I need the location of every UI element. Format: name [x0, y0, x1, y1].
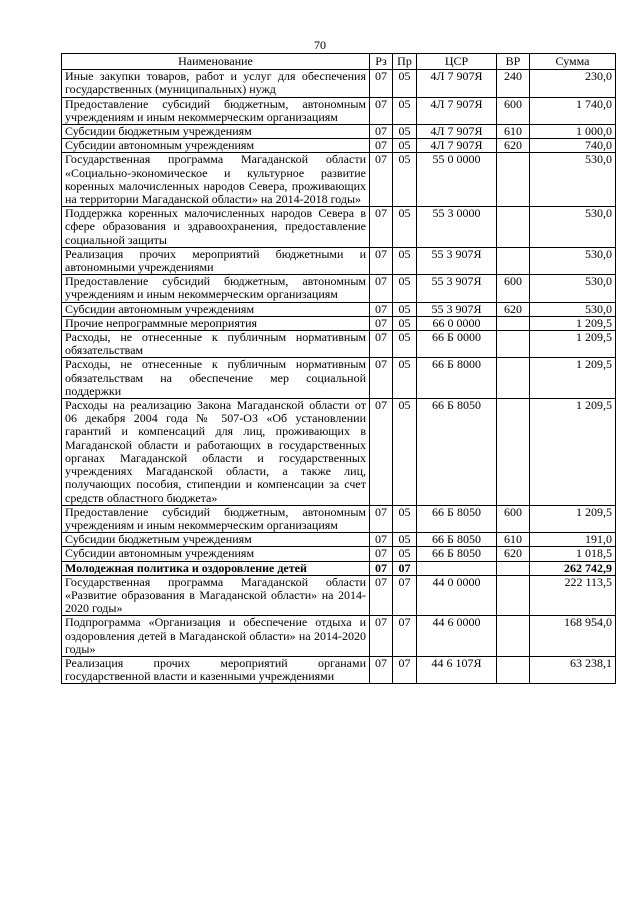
cell-name: Субсидии автономным учреждениям	[62, 139, 370, 153]
cell-csr: 55 3 907Я	[417, 302, 497, 316]
table-row	[62, 656, 616, 683]
cell-vr: 600	[497, 275, 530, 302]
cell-csr: 55 0 0000	[417, 153, 497, 207]
header-name: Наименование	[62, 54, 370, 70]
cell-pr: 07	[393, 561, 417, 575]
cell-pr: 05	[393, 247, 417, 274]
cell-name: Расходы, не отнесенные к публичным нормативным обязательствам на обеспечение мер социальной поддержки	[62, 358, 370, 399]
cell-vr: 610	[497, 533, 530, 547]
cell-sum: 262 742,9	[530, 561, 616, 575]
cell-vr	[497, 247, 530, 274]
cell-csr: 4Л 7 907Я	[417, 70, 497, 97]
table-row	[62, 399, 616, 506]
cell-name: Субсидии автономным учреждениям	[62, 547, 370, 561]
cell-vr	[497, 153, 530, 207]
cell-pr: 07	[393, 616, 417, 657]
cell-sum: 222 113,5	[530, 575, 616, 616]
table-row	[62, 575, 616, 616]
cell-pr: 05	[393, 207, 417, 248]
table-row	[62, 547, 616, 561]
cell-csr: 66 0 0000	[417, 316, 497, 330]
cell-csr	[417, 561, 497, 575]
cell-name: Предоставление субсидий бюджетным, автономным учреждениям и иным некоммерческим организациям	[62, 505, 370, 532]
cell-rz: 07	[370, 125, 393, 139]
cell-csr: 4Л 7 907Я	[417, 139, 497, 153]
cell-vr	[497, 331, 530, 358]
cell-vr	[497, 207, 530, 248]
cell-vr	[497, 561, 530, 575]
cell-name: Расходы на реализацию Закона Магаданской области от 06 декабря 2004 года № 507-ОЗ «Об установлении гарантий и компенсаций для лиц, проживающих в Магаданской области и работающих в государственных органах Магаданской области и государственных учреждениях Магаданской области, а также лиц, получающих пособия, стипендии и компенсации за счет средств областного бюджета»	[62, 399, 370, 506]
table-row	[62, 331, 616, 358]
table-row	[62, 153, 616, 207]
cell-sum: 740,0	[530, 139, 616, 153]
cell-name: Государственная программа Магаданской области «Развитие образования в Магаданской области» на 2014-2020 годы»	[62, 575, 370, 616]
cell-rz: 07	[370, 207, 393, 248]
cell-pr: 05	[393, 97, 417, 124]
table-row	[62, 139, 616, 153]
cell-pr: 05	[393, 302, 417, 316]
cell-rz: 07	[370, 399, 393, 506]
cell-rz: 07	[370, 97, 393, 124]
cell-csr: 44 6 0000	[417, 616, 497, 657]
cell-csr: 4Л 7 907Я	[417, 125, 497, 139]
cell-pr: 05	[393, 316, 417, 330]
cell-vr: 620	[497, 139, 530, 153]
table-row	[62, 70, 616, 97]
cell-vr	[497, 399, 530, 506]
cell-rz: 07	[370, 139, 393, 153]
cell-name: Субсидии автономным учреждениям	[62, 302, 370, 316]
cell-sum: 230,0	[530, 70, 616, 97]
table-row	[62, 302, 616, 316]
cell-csr: 4Л 7 907Я	[417, 97, 497, 124]
table-row	[62, 207, 616, 248]
cell-csr: 55 3 0000	[417, 207, 497, 248]
cell-vr	[497, 358, 530, 399]
cell-sum: 168 954,0	[530, 616, 616, 657]
cell-rz: 07	[370, 656, 393, 683]
cell-csr: 66 Б 0000	[417, 331, 497, 358]
cell-pr: 05	[393, 139, 417, 153]
table-row	[62, 616, 616, 657]
cell-pr: 05	[393, 153, 417, 207]
header-sum: Сумма	[530, 54, 616, 70]
cell-name: Предоставление субсидий бюджетным, автономным учреждениям и иным некоммерческим организациям	[62, 275, 370, 302]
cell-sum: 530,0	[530, 302, 616, 316]
cell-csr: 44 6 107Я	[417, 656, 497, 683]
header-rz: Рз	[370, 54, 393, 70]
cell-pr: 07	[393, 575, 417, 616]
cell-name: Предоставление субсидий бюджетным, автономным учреждениям и иным некоммерческим организациям	[62, 97, 370, 124]
cell-pr: 05	[393, 533, 417, 547]
cell-name: Молодежная политика и оздоровление детей	[62, 561, 370, 575]
cell-rz: 07	[370, 533, 393, 547]
cell-sum: 63 238,1	[530, 656, 616, 683]
cell-vr	[497, 656, 530, 683]
cell-pr: 05	[393, 70, 417, 97]
cell-name: Иные закупки товаров, работ и услуг для обеспечения государственных (муниципальных) нужд	[62, 70, 370, 97]
cell-name: Субсидии бюджетным учреждениям	[62, 125, 370, 139]
cell-vr	[497, 575, 530, 616]
cell-name: Подпрограмма «Организация и обеспечение отдыха и оздоровления детей в Магаданской области» на 2014-2020 годы»	[62, 616, 370, 657]
cell-sum: 1 209,5	[530, 358, 616, 399]
table-row	[62, 561, 616, 575]
cell-pr: 05	[393, 275, 417, 302]
cell-rz: 07	[370, 153, 393, 207]
cell-pr: 05	[393, 399, 417, 506]
cell-sum: 530,0	[530, 207, 616, 248]
cell-vr	[497, 316, 530, 330]
cell-rz: 07	[370, 358, 393, 399]
cell-vr: 600	[497, 505, 530, 532]
cell-rz: 07	[370, 575, 393, 616]
table-row	[62, 247, 616, 274]
cell-csr: 55 3 907Я	[417, 275, 497, 302]
cell-name: Расходы, не отнесенные к публичным нормативным обязательствам	[62, 331, 370, 358]
table-row	[62, 505, 616, 532]
cell-csr: 66 Б 8050	[417, 533, 497, 547]
cell-csr: 66 Б 8050	[417, 399, 497, 506]
table-header-row	[62, 54, 616, 70]
cell-csr: 66 Б 8050	[417, 547, 497, 561]
cell-sum: 530,0	[530, 275, 616, 302]
cell-rz: 07	[370, 331, 393, 358]
cell-pr: 05	[393, 331, 417, 358]
cell-rz: 07	[370, 547, 393, 561]
cell-sum: 530,0	[530, 153, 616, 207]
cell-sum: 191,0	[530, 533, 616, 547]
header-vr: ВР	[497, 54, 530, 70]
table-row	[62, 358, 616, 399]
cell-sum: 1 740,0	[530, 97, 616, 124]
cell-name: Поддержка коренных малочисленных народов Севера в сфере образования и здравоохранения, предоставление социальной защиты	[62, 207, 370, 248]
cell-vr: 240	[497, 70, 530, 97]
cell-rz: 07	[370, 616, 393, 657]
cell-sum: 1 209,5	[530, 331, 616, 358]
table-row	[62, 533, 616, 547]
cell-rz: 07	[370, 316, 393, 330]
cell-csr: 55 3 907Я	[417, 247, 497, 274]
cell-vr	[497, 616, 530, 657]
cell-vr: 600	[497, 97, 530, 124]
cell-csr: 66 Б 8050	[417, 505, 497, 532]
cell-sum: 1 209,5	[530, 505, 616, 532]
cell-vr: 620	[497, 547, 530, 561]
cell-rz: 07	[370, 70, 393, 97]
cell-name: Субсидии бюджетным учреждениям	[62, 533, 370, 547]
cell-sum: 1 209,5	[530, 316, 616, 330]
header-pr: Пр	[393, 54, 417, 70]
table-row	[62, 97, 616, 124]
cell-csr: 66 Б 8000	[417, 358, 497, 399]
cell-sum: 530,0	[530, 247, 616, 274]
cell-rz: 07	[370, 275, 393, 302]
cell-vr: 610	[497, 125, 530, 139]
cell-rz: 07	[370, 505, 393, 532]
cell-vr: 620	[497, 302, 530, 316]
page-number: 70	[314, 38, 326, 52]
header-csr: ЦСР	[417, 54, 497, 70]
cell-name: Реализация прочих мероприятий органами государственной власти и казенными учреждениями	[62, 656, 370, 683]
cell-name: Прочие непрограммные мероприятия	[62, 316, 370, 330]
cell-pr: 05	[393, 547, 417, 561]
table-row	[62, 316, 616, 330]
cell-sum: 1 000,0	[530, 125, 616, 139]
cell-rz: 07	[370, 247, 393, 274]
cell-pr: 05	[393, 358, 417, 399]
table-row	[62, 275, 616, 302]
cell-name: Государственная программа Магаданской области «Социально-экономическое и культурное развитие коренных малочисленных народов Севера, проживающих на территории Магаданской области» на 2014-2018 годы»	[62, 153, 370, 207]
table-row	[62, 125, 616, 139]
cell-rz: 07	[370, 302, 393, 316]
budget-table	[61, 53, 616, 684]
cell-pr: 07	[393, 656, 417, 683]
cell-sum: 1 209,5	[530, 399, 616, 506]
cell-pr: 05	[393, 505, 417, 532]
cell-csr: 44 0 0000	[417, 575, 497, 616]
table-body	[62, 70, 616, 684]
cell-sum: 1 018,5	[530, 547, 616, 561]
cell-name: Реализация прочих мероприятий бюджетными и автономными учреждениями	[62, 247, 370, 274]
cell-pr: 05	[393, 125, 417, 139]
cell-rz: 07	[370, 561, 393, 575]
